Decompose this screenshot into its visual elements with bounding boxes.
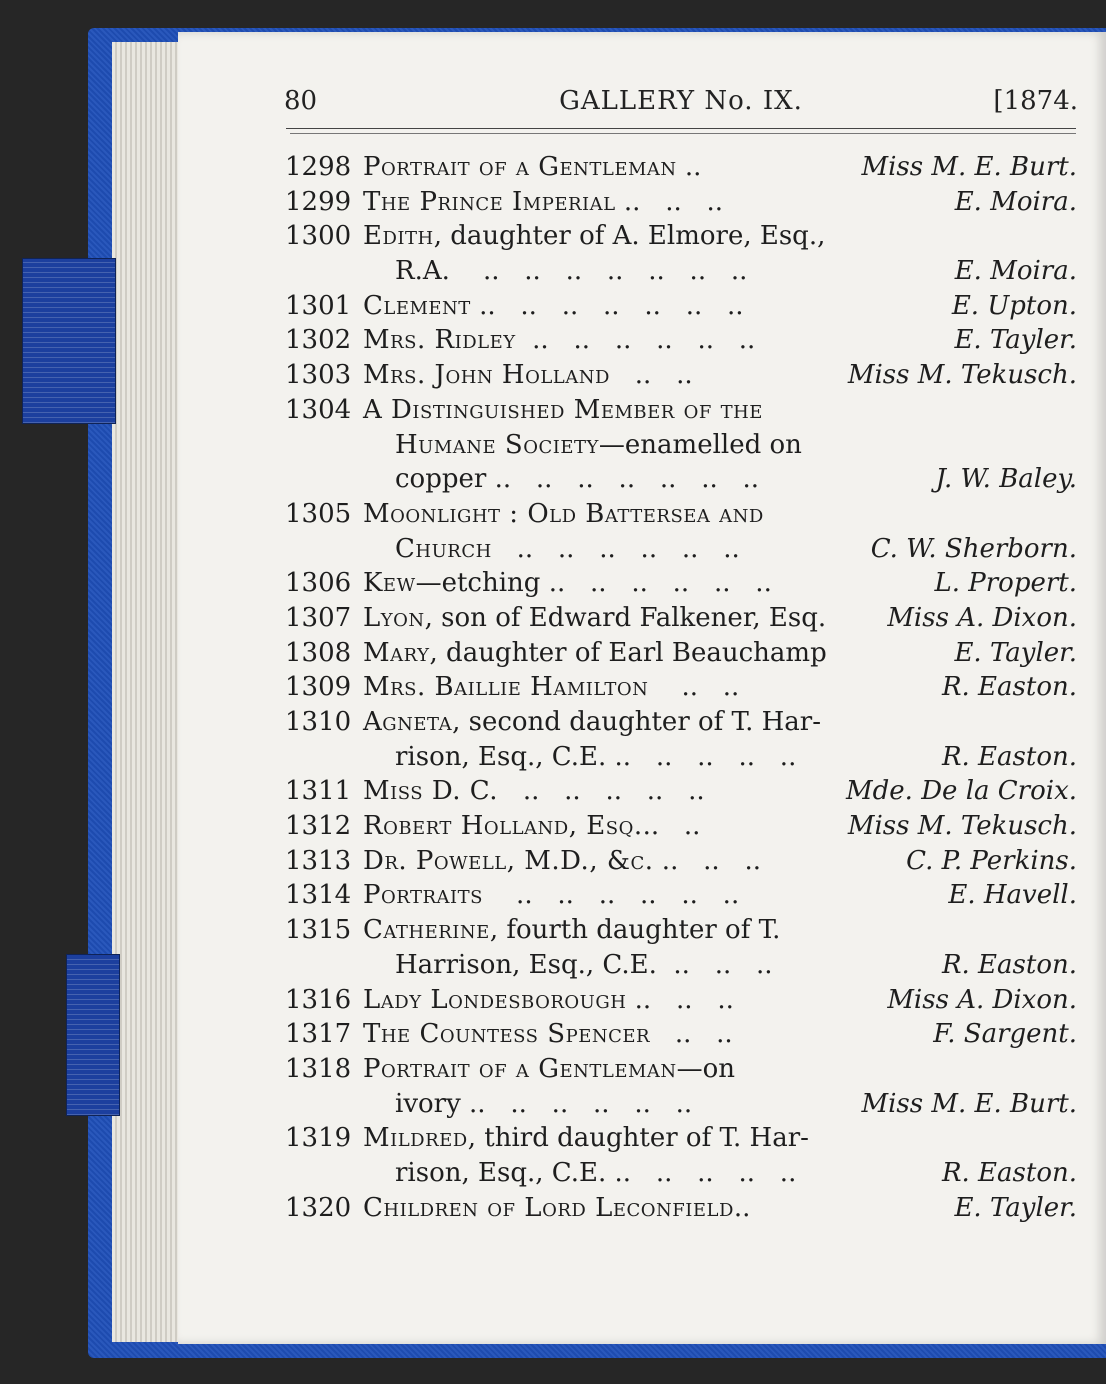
entry-artist: E. Havell. xyxy=(948,880,1077,911)
entry-line xyxy=(285,740,1077,775)
entry-number: 1304 xyxy=(285,394,352,425)
entry-title xyxy=(395,1087,692,1122)
entry-title-smallcaps: Portrait of a Gentleman xyxy=(363,152,677,182)
entry-title-smallcaps: Agneta xyxy=(363,707,453,737)
entry-title-text: ivory .. .. .. .. .. .. xyxy=(395,1088,693,1119)
entry-title-text: .. .. xyxy=(650,1019,733,1050)
header-rule xyxy=(286,128,1076,129)
catalogue-entry xyxy=(285,566,1077,601)
entry-title-smallcaps: Catherine xyxy=(363,915,490,946)
entry-title xyxy=(363,289,744,324)
catalogue-list xyxy=(285,150,1077,1225)
catalogue-entry xyxy=(285,1052,1077,1121)
entry-title-smallcaps: Children of Lord Leconfield xyxy=(363,1192,734,1223)
catalogue-entry xyxy=(285,150,1077,185)
catalogue-entry xyxy=(285,219,1077,288)
entry-title xyxy=(363,358,693,393)
entry-line xyxy=(285,1156,1077,1191)
entry-title-text: .. .. .. xyxy=(653,845,761,876)
entry-line xyxy=(285,185,1077,220)
entry-line xyxy=(285,878,1077,913)
entry-title-text: .. .. xyxy=(642,811,701,842)
entry-title-smallcaps: Mary xyxy=(363,637,430,668)
entry-number: 1305 xyxy=(285,498,352,529)
entry-title-smallcaps: Lyon xyxy=(363,602,425,633)
entry-line xyxy=(285,670,1077,705)
entry-title-text: copper .. .. .. .. .. .. .. xyxy=(395,464,760,495)
entry-title xyxy=(363,636,827,671)
catalogue-entry xyxy=(285,1191,1077,1226)
entry-number: 1319 xyxy=(285,1123,352,1154)
entry-number: 1317 xyxy=(285,1019,352,1050)
entry-title-text: —on xyxy=(676,1053,736,1084)
entry-number: 1312 xyxy=(285,811,352,842)
entry-line xyxy=(285,462,1077,497)
entry-artist: Miss M. E. Burt. xyxy=(861,1088,1077,1119)
entry-line xyxy=(285,532,1077,567)
entry-title-text: rison, Esq., C.E. .. .. .. .. .. xyxy=(395,1157,797,1188)
catalogue-entry xyxy=(285,323,1077,358)
entry-number: 1309 xyxy=(285,672,352,703)
bookmark-tab-upper xyxy=(22,258,116,424)
entry-title xyxy=(395,740,796,775)
year-label: [1874. xyxy=(993,86,1078,116)
entry-line xyxy=(285,393,1077,428)
catalogue-entry xyxy=(285,809,1077,844)
entry-line xyxy=(285,428,1077,463)
entry-title xyxy=(363,878,739,913)
catalogue-entry xyxy=(285,289,1077,324)
entry-title xyxy=(363,1191,750,1226)
entry-line xyxy=(285,323,1077,358)
entry-title-smallcaps: Moonlight : Old Battersea and xyxy=(363,498,764,529)
catalogue-entry xyxy=(285,774,1077,809)
entry-number: 1307 xyxy=(285,602,352,633)
entry-line xyxy=(285,289,1077,324)
entry-title xyxy=(395,428,802,463)
entry-artist: E. Moira. xyxy=(954,256,1077,287)
entry-title-smallcaps: Mildred xyxy=(363,1123,468,1154)
header-rule-secondary xyxy=(290,133,1076,134)
entry-title xyxy=(363,809,700,844)
entry-line xyxy=(285,566,1077,601)
catalogue-entry xyxy=(285,1121,1077,1190)
entry-line xyxy=(285,601,1077,636)
entry-title-smallcaps: Kew xyxy=(363,568,416,599)
entry-title xyxy=(395,254,747,289)
entry-number: 1320 xyxy=(285,1192,352,1223)
entry-artist: Miss M. Tekusch. xyxy=(847,360,1077,391)
entry-title-text: .. xyxy=(733,1192,751,1223)
entry-artist: Miss M. E. Burt. xyxy=(861,152,1077,182)
entry-artist: C. W. Sherborn. xyxy=(870,533,1077,564)
entry-number: 1302 xyxy=(285,325,352,356)
entry-artist: Mde. De la Croix. xyxy=(846,776,1077,807)
entry-title-text: .. .. .. .. .. .. xyxy=(491,533,740,564)
entry-number: 1316 xyxy=(285,984,352,1015)
gallery-title: GALLERY No. IX. xyxy=(559,86,803,116)
entry-artist: R. Easton. xyxy=(941,949,1077,980)
entry-title xyxy=(363,150,701,185)
catalogue-entry xyxy=(285,983,1077,1018)
entry-artist: R. Easton. xyxy=(941,672,1077,703)
catalogue-entry xyxy=(285,844,1077,879)
catalogue-entry xyxy=(285,878,1077,913)
entry-line xyxy=(285,844,1077,879)
entry-artist: L. Propert. xyxy=(934,568,1077,599)
entry-number: 1303 xyxy=(285,360,352,391)
entry-artist: E. Upton. xyxy=(951,290,1077,321)
entry-title xyxy=(363,497,764,532)
entry-artist: Miss M. Tekusch. xyxy=(847,811,1077,842)
entry-line xyxy=(285,1121,1077,1156)
catalogue-entry xyxy=(285,913,1077,982)
entry-title-text: rison, Esq., C.E. .. .. .. .. .. xyxy=(395,741,797,772)
entry-line xyxy=(285,1017,1077,1052)
entry-artist: R. Easton. xyxy=(941,1157,1077,1188)
entry-title-text: .. .. .. .. .. .. .. xyxy=(470,290,744,321)
catalogue-entry xyxy=(285,185,1077,220)
entry-title-smallcaps: Portraits xyxy=(363,880,483,911)
entry-line xyxy=(285,254,1077,289)
entry-title-text: , second daughter of T. Har- xyxy=(452,707,821,737)
entry-title-text: R.A. .. .. .. .. .. .. .. xyxy=(395,256,748,287)
catalogue-entry xyxy=(285,705,1077,774)
entry-title-smallcaps: The Prince Imperial xyxy=(363,186,616,217)
entry-title xyxy=(363,913,780,948)
page-number: 80 xyxy=(284,86,318,116)
entry-line xyxy=(285,497,1077,532)
entry-number: 1318 xyxy=(285,1053,352,1084)
entry-number: 1299 xyxy=(285,186,352,217)
entry-title-smallcaps: Robert Holland, Esq. xyxy=(363,811,643,842)
entry-artist: E. Tayler. xyxy=(954,1192,1077,1223)
entry-number: 1306 xyxy=(285,568,352,599)
entry-line xyxy=(285,1052,1077,1087)
entry-title-text: .. .. xyxy=(648,672,740,703)
entry-line xyxy=(285,948,1077,983)
entry-title xyxy=(363,393,763,428)
entry-title-text: , daughter of A. Elmore, Esq., xyxy=(433,221,826,252)
running-header xyxy=(284,86,1078,126)
entry-title-smallcaps: Mrs. Ridley xyxy=(363,325,516,356)
entry-title xyxy=(363,323,755,358)
entry-artist: J. W. Baley. xyxy=(935,464,1077,495)
entry-line xyxy=(285,1191,1077,1226)
entry-number: 1298 xyxy=(285,152,352,182)
entry-title-text: , third daughter of T. Har- xyxy=(467,1123,809,1154)
entry-title-smallcaps: A Distinguished Member of the xyxy=(363,394,763,425)
catalogue-entry xyxy=(285,636,1077,671)
entry-title xyxy=(395,532,740,567)
entry-number: 1310 xyxy=(285,707,352,737)
entry-line xyxy=(285,809,1077,844)
entry-title-text: , daughter of Earl Beauchamp xyxy=(429,637,827,668)
entry-line xyxy=(285,1087,1077,1122)
entry-title-smallcaps: Portrait of a Gentleman xyxy=(363,1053,677,1084)
entry-title xyxy=(363,705,821,740)
entry-title-text: .. .. .. xyxy=(615,186,724,217)
entry-title-text: , son of Edward Falkener, Esq. xyxy=(424,602,827,633)
entry-number: 1308 xyxy=(285,637,352,668)
entry-title-text: .. .. .. xyxy=(626,984,734,1015)
entry-title-smallcaps: Humane Society xyxy=(395,429,599,460)
entry-title xyxy=(363,601,826,636)
entry-title-text: .. .. .. .. .. .. xyxy=(483,880,740,911)
entry-line xyxy=(285,913,1077,948)
entry-line xyxy=(285,774,1077,809)
entry-line xyxy=(285,983,1077,1018)
catalogue-entry xyxy=(285,601,1077,636)
entry-title xyxy=(363,1121,809,1156)
entry-title-smallcaps: Lady Londesborough xyxy=(363,984,627,1015)
entry-number: 1313 xyxy=(285,845,352,876)
entry-line xyxy=(285,636,1077,671)
entry-title xyxy=(395,1156,796,1191)
entry-title xyxy=(363,1017,733,1052)
entry-artist: E. Tayler. xyxy=(954,325,1077,356)
entry-title xyxy=(363,774,705,809)
catalogue-entry xyxy=(285,358,1077,393)
entry-title xyxy=(363,185,723,220)
entry-artist: R. Easton. xyxy=(941,741,1077,772)
entry-number: 1311 xyxy=(285,776,352,807)
entry-title xyxy=(363,670,739,705)
entry-title-smallcaps: Miss D. C. xyxy=(363,776,499,807)
entry-number: 1300 xyxy=(285,221,352,252)
entry-line xyxy=(285,219,1077,254)
entry-title-smallcaps: Church xyxy=(395,533,492,564)
entry-title-smallcaps: Dr. Powell, M.D., &c. xyxy=(363,845,654,876)
catalogue-entry xyxy=(285,670,1077,705)
entry-title xyxy=(395,948,773,983)
entry-number: 1315 xyxy=(285,915,352,946)
entry-title-smallcaps: Clement xyxy=(363,290,471,321)
entry-artist: C. P. Perkins. xyxy=(906,845,1077,876)
entry-artist: Miss A. Dixon. xyxy=(887,984,1077,1015)
entry-title xyxy=(363,1052,735,1087)
entry-title-text: Harrison, Esq., C.E. .. .. .. xyxy=(395,949,773,980)
entry-title-text: —etching .. .. .. .. .. .. xyxy=(415,568,772,599)
entry-title xyxy=(363,566,772,601)
bookmark-tab-lower xyxy=(66,954,120,1116)
entry-title xyxy=(363,844,761,879)
entry-title-text: .. .. .. .. .. xyxy=(498,776,705,807)
entry-line xyxy=(285,358,1077,393)
entry-title-text: —enamelled on xyxy=(598,429,802,460)
entry-title-text: .. .. .. .. .. .. xyxy=(515,325,756,356)
entry-title xyxy=(363,983,734,1018)
entry-title-text: , fourth daughter of T. xyxy=(489,915,781,946)
catalogue-entry xyxy=(285,393,1077,497)
entry-line xyxy=(285,705,1077,740)
entry-title xyxy=(363,219,825,254)
entry-line xyxy=(285,150,1077,185)
entry-artist: Miss A. Dixon. xyxy=(887,602,1077,633)
entry-title-smallcaps: Mrs. Baillie Hamilton xyxy=(363,672,649,703)
entry-title-smallcaps: Edith xyxy=(363,221,434,252)
entry-title xyxy=(395,462,759,497)
entry-artist: E. Moira. xyxy=(954,186,1077,217)
entry-number: 1314 xyxy=(285,880,352,911)
entry-title-smallcaps: Mrs. John Holland xyxy=(363,360,610,391)
catalogue-entry xyxy=(285,1017,1077,1052)
catalogue-entry xyxy=(285,497,1077,566)
entry-title-smallcaps: The Countess Spencer xyxy=(363,1019,651,1050)
entry-artist: E. Tayler. xyxy=(954,637,1077,668)
entry-artist: F. Sargent. xyxy=(933,1019,1077,1050)
entry-number: 1301 xyxy=(285,290,352,321)
entry-title-text: .. .. xyxy=(609,360,693,391)
entry-title-text: .. xyxy=(676,152,702,182)
